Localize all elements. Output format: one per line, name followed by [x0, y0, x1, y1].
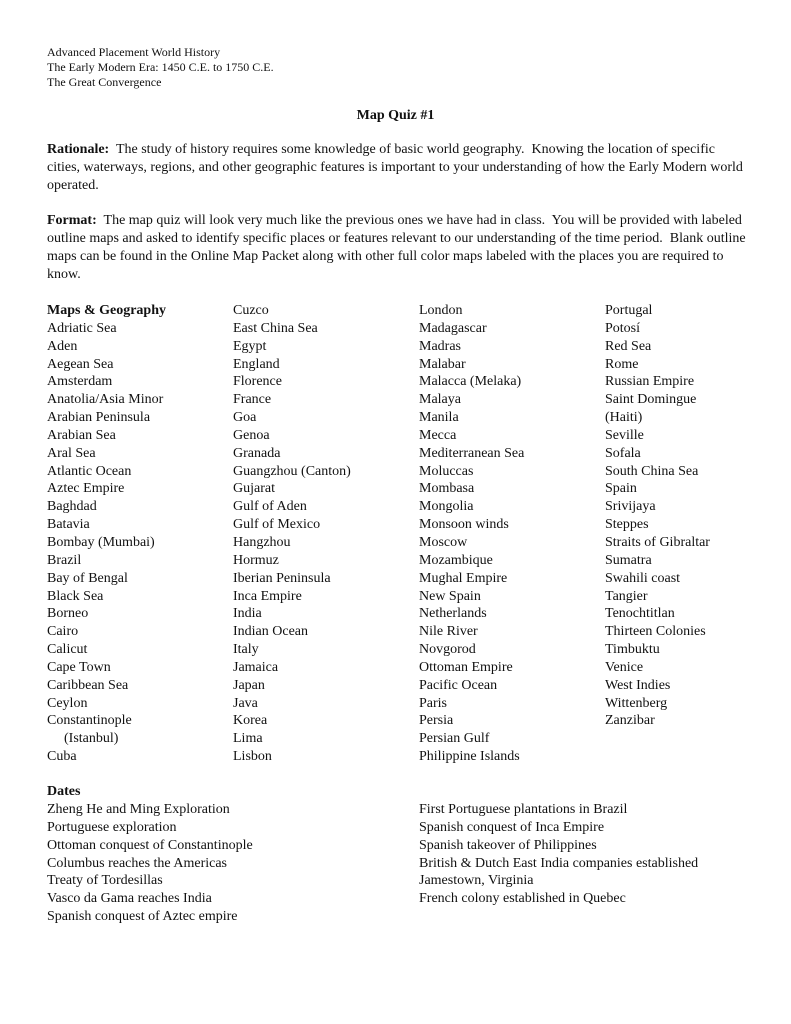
place-item: Lisbon	[233, 749, 272, 765]
place-item: Pacific Ocean	[419, 677, 498, 693]
place-item: Malacca (Melaka)	[419, 374, 522, 390]
place-item: Sofala	[605, 445, 641, 461]
place-item: (Istanbul)	[64, 731, 119, 747]
place-item: Florence	[233, 374, 282, 390]
date-item: First Portuguese plantations in Brazil	[419, 802, 628, 817]
format-paragraph	[47, 212, 750, 284]
place-item: India	[233, 606, 262, 622]
place-item: Mozambique	[419, 552, 493, 568]
format-label: Format:	[47, 213, 97, 228]
rationale-text: The study of history requires some knowledge of basic world geography. Knowing the location of specific cities, waterways, regions, and other geographic features is important to your understanding of how the Early Modern world operated.	[47, 142, 747, 193]
place-item: Batavia	[47, 517, 90, 533]
place-item: South China Sea	[605, 463, 699, 479]
place-item: Brazil	[47, 552, 82, 568]
date-item: Spanish conquest of Inca Empire	[419, 819, 605, 835]
place-item: Srivijaya	[605, 499, 656, 515]
place-item: Aden	[47, 338, 78, 354]
place-item: Mughal Empire	[419, 570, 508, 586]
date-item: French colony established in Quebec	[419, 891, 626, 907]
place-item: Monsoon winds	[419, 517, 509, 533]
place-item: Cuzco	[233, 303, 269, 318]
place-item: Inca Empire	[233, 588, 302, 604]
date-item: Spanish takeover of Philippines	[419, 837, 597, 853]
course-name: Advanced Placement World History	[47, 45, 221, 59]
place-item: Timbuktu	[605, 642, 660, 658]
geography-heading: Maps & Geography	[47, 303, 166, 318]
place-item: Italy	[233, 642, 259, 658]
place-item: France	[233, 392, 272, 408]
unit-name: The Great Convergence	[47, 75, 162, 89]
place-item: Manila	[419, 410, 459, 426]
place-item: Constantinople	[47, 713, 132, 729]
place-item: Moluccas	[419, 463, 474, 479]
place-item: Potosí	[605, 320, 641, 336]
place-item: Guangzhou (Canton)	[233, 463, 351, 479]
format-text: The map quiz will look very much like the previous ones we have had in class. You will be provided with labeled outline maps and asked to identify specific places or features relevant to our understanding of the time period. Blank outline maps can be found in the Online Map Packet along with other full color maps labeled with the places you are required to know.	[47, 213, 750, 282]
place-item: Mongolia	[419, 499, 474, 515]
place-item: Cuba	[47, 749, 77, 765]
geography-column-1	[47, 302, 166, 766]
place-item: Sumatra	[605, 552, 652, 568]
place-item: Aegean Sea	[47, 356, 114, 372]
place-item: Madras	[419, 338, 461, 354]
place-item: Thirteen Colonies	[605, 624, 706, 640]
place-item: Black Sea	[47, 588, 104, 604]
date-item: Vasco da Gama reaches India	[47, 891, 212, 907]
geography-column-4	[605, 302, 710, 730]
date-item: Spanish conquest of Aztec empire	[47, 909, 238, 925]
dates-column-1	[47, 801, 253, 926]
place-item: Persian Gulf	[419, 731, 490, 747]
place-item: Tenochtitlan	[605, 606, 675, 622]
place-item: Mecca	[419, 427, 457, 443]
place-item: Japan	[233, 677, 265, 693]
place-item: Nile River	[419, 624, 478, 640]
place-item: London	[419, 303, 463, 318]
place-item: Caribbean Sea	[47, 677, 129, 693]
place-item: Jamaica	[233, 659, 279, 675]
place-item: Novgorod	[419, 642, 476, 658]
date-item: Ottoman conquest of Constantinople	[47, 837, 253, 853]
place-item: (Haiti)	[605, 410, 643, 426]
place-item: Borneo	[47, 606, 89, 622]
place-item: Rome	[605, 356, 639, 372]
place-item: Cairo	[47, 624, 79, 640]
place-item: Persia	[419, 713, 454, 729]
place-item: New Spain	[419, 588, 481, 604]
place-item: Lima	[233, 731, 263, 747]
place-item: Granada	[233, 445, 281, 461]
dates-heading: Dates	[47, 784, 81, 799]
date-item: British & Dutch East India companies established	[419, 855, 699, 871]
place-item: Genoa	[233, 427, 270, 443]
place-item: Netherlands	[419, 606, 487, 622]
place-item: Anatolia/Asia Minor	[47, 392, 164, 408]
place-item: Goa	[233, 410, 257, 426]
place-item: East China Sea	[233, 320, 318, 336]
place-item: Tangier	[605, 588, 648, 604]
date-item: Jamestown, Virginia	[419, 873, 534, 889]
era-name: The Early Modern Era: 1450 C.E. to 1750 C.E.	[47, 60, 274, 74]
place-item: Swahili coast	[605, 570, 681, 586]
place-item: Seville	[605, 427, 644, 443]
place-item: Baghdad	[47, 499, 97, 515]
geography-column-2	[233, 302, 351, 766]
place-item: Mediterranean Sea	[419, 445, 525, 461]
place-item: Madagascar	[419, 320, 487, 336]
date-item: Zheng He and Ming Exploration	[47, 802, 230, 817]
place-item: Red Sea	[605, 338, 652, 354]
dates-column-2	[419, 801, 698, 908]
place-item: Aztec Empire	[47, 481, 125, 497]
place-item: Iberian Peninsula	[233, 570, 331, 586]
place-item: Cape Town	[47, 659, 111, 675]
place-item: Ottoman Empire	[419, 659, 513, 675]
place-item: Zanzibar	[605, 713, 655, 729]
place-item: Ceylon	[47, 695, 88, 711]
place-item: Moscow	[419, 534, 468, 550]
place-item: Straits of Gibraltar	[605, 534, 710, 550]
place-item: Atlantic Ocean	[47, 463, 132, 479]
place-item: Java	[233, 695, 258, 711]
place-item: Amsterdam	[47, 374, 113, 390]
place-item: Hangzhou	[233, 534, 291, 550]
date-item: Columbus reaches the Americas	[47, 855, 228, 871]
place-item: Adriatic Sea	[47, 320, 117, 336]
rationale-paragraph	[47, 141, 747, 195]
place-item: Spain	[605, 481, 637, 497]
date-item: Treaty of Tordesillas	[47, 873, 163, 889]
place-item: Steppes	[605, 517, 649, 533]
place-item: Gujarat	[233, 481, 275, 497]
place-item: Portugal	[605, 303, 653, 318]
page-title: Map Quiz #1	[356, 108, 435, 123]
place-item: Russian Empire	[605, 374, 695, 390]
date-item: Portuguese exploration	[47, 819, 177, 835]
place-item: Saint Domingue	[605, 392, 697, 408]
place-item: Philippine Islands	[419, 749, 520, 765]
place-item: Aral Sea	[47, 445, 96, 461]
place-item: Korea	[233, 713, 268, 729]
place-item: England	[233, 356, 280, 372]
course-header	[47, 45, 274, 90]
place-item: Arabian Sea	[47, 427, 116, 443]
place-item: Malaya	[419, 392, 461, 408]
rationale-label: Rationale:	[47, 142, 110, 157]
place-item: Bay of Bengal	[47, 570, 128, 586]
place-item: Bombay (Mumbai)	[47, 534, 155, 550]
place-item: Egypt	[233, 338, 267, 354]
place-item: Malabar	[419, 356, 466, 372]
place-item: Mombasa	[419, 481, 475, 497]
place-item: Paris	[419, 695, 447, 711]
geography-column-3	[419, 302, 524, 766]
place-item: West Indies	[605, 677, 671, 693]
place-item: Wittenberg	[605, 695, 668, 711]
place-item: Arabian Peninsula	[47, 410, 151, 426]
place-item: Hormuz	[233, 552, 279, 568]
place-item: Indian Ocean	[233, 624, 309, 640]
place-item: Gulf of Aden	[233, 499, 307, 515]
place-item: Calicut	[47, 642, 88, 658]
place-item: Venice	[605, 659, 644, 675]
place-item: Gulf of Mexico	[233, 517, 321, 533]
